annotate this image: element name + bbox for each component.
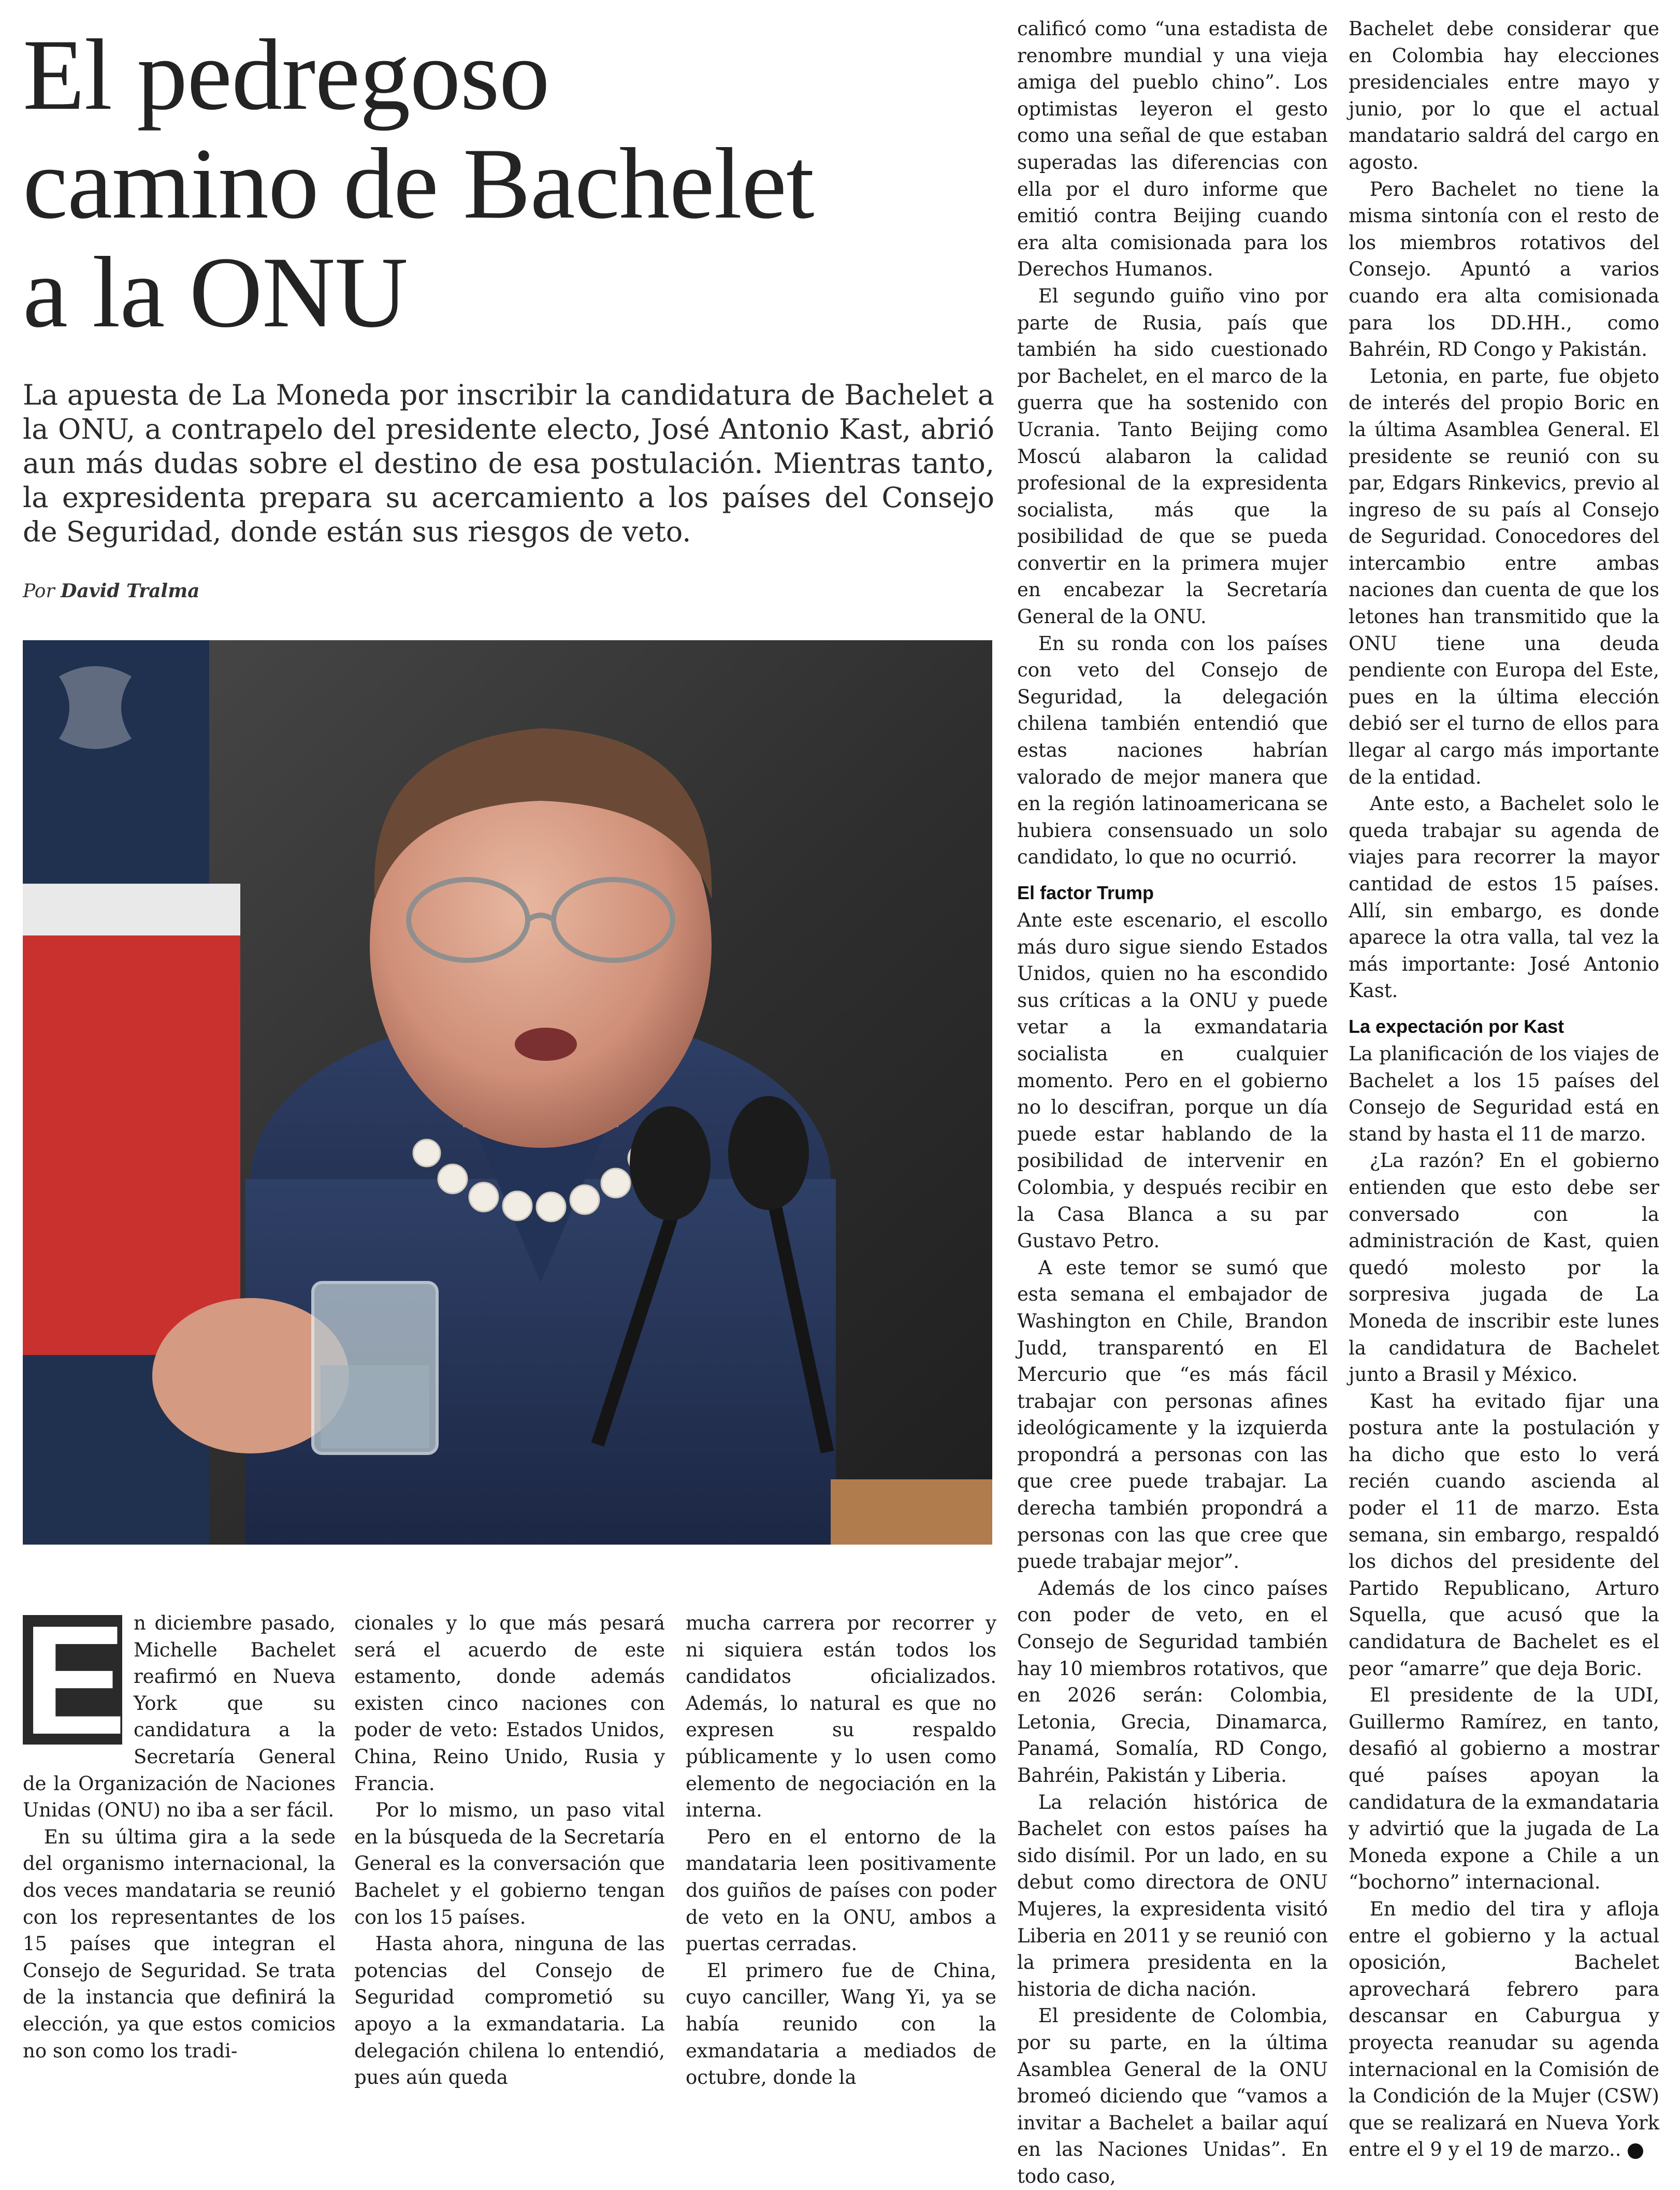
paragraph: La planificación de los viajes de Bachelet a los 15 países del Consejo de Seguridad está en stand by hasta el 11 de marzo.	[1349, 1042, 1659, 1145]
paragraph: La relación histórica de Bachelet con estos países ha sido disímil. Por un lado, en su debut como directora de ONU Mujeres, la expresidenta visitó Liberia en 2011 y se reunió con la primera presidenta en la historia de dicha nación.	[1017, 1791, 1328, 2000]
headline-line: El pedregoso	[23, 19, 549, 131]
paragraph: En su última gira a la sede del organismo internacional, la dos veces mandataria se reunió con los representantes de los 15 países que integran el Consejo de Seguridad. Se trata de la instancia que definirá la elección, ya que estos comicios no son como los tradi-	[23, 1825, 336, 2062]
paragraph: El presidente de la UDI, Guillermo Ramírez, en tanto, desafió al gobierno a mostrar qué países apoyan la candidatura de la exmandataria y advirtió que la jugada de La Moneda expone a Chile a un “bochorno” internacional.	[1349, 1684, 1659, 1894]
article-deck: La apuesta de La Moneda por inscribir la candidatura de Bachelet a la ONU, a contrapelo del presidente electo, José Antonio Kast, abrió aun más dudas sobre el destino de esa postulación. Mientras tanto, la expresidenta prepara su acercamiento a los países del Consejo de Seguridad, donde están sus riesgos de veto.	[23, 379, 994, 548]
paragraph: El primero fue de China, cuyo canciller, Wang Yi, ya se había reunido con la exmandataria a mediados de octubre, donde la	[686, 1959, 996, 2089]
article-column-1	[23, 1593, 336, 2064]
paragraph: Bachelet debe considerar que en Colombia hay elecciones presidenciales entre mayo y junio, por lo que el actual mandatario saldrá del cargo en agosto.	[1349, 18, 1659, 174]
subheading-factor-trump: El factor Trump	[1017, 882, 1154, 903]
article-column-2	[354, 1610, 665, 2091]
paragraph: cionales y lo que más pesará será el acuerdo de este estamento, donde además existen cinco naciones con poder de veto: Estados Unidos, China, Reino Unido, Rusia y Francia.	[354, 1612, 665, 1795]
headline-line: camino de Bachelet	[23, 127, 814, 240]
end-of-article-icon	[1628, 2143, 1643, 2159]
article-column-3	[686, 1610, 996, 2091]
paragraph: Pero Bachelet no tiene la misma sintonía con el resto de los miembros rotativos del Consejo. Apuntó a varios cuando era alta comisionada para los DD.HH., como Bahréin, RD Congo y Pakistán.	[1349, 178, 1659, 361]
flag-emblem	[59, 666, 132, 749]
paragraph: Letonia, en parte, fue objeto de interés del propio Boric en la última Asamblea General. El presidente se reunió con su par, Edgars Rinkevics, previo al ingreso de su país al Consejo de Seguridad. Conocedores del intercambio entre ambas naciones dan cuenta de que los letones han transmitido que la ONU tiene una deuda pendiente con Europa del Este, pues en la última elección debió ser el turno de ellos para llegar al cargo más importante de la entidad.	[1349, 365, 1659, 788]
headline	[23, 21, 996, 347]
paragraph: mucha carrera por recorrer y ni siquiera están todos los candidatos oficializados. Además, lo natural es que no expresen su respaldo públicamente y lo usen como elemento de negociación en la interna.	[686, 1612, 996, 1822]
paragraph: ¿La razón? En el gobierno entienden que esto debe ser conversado con la administración de Kast, quien quedó molesto por la sorpresiva jugada de La Moneda de inscribir este lunes la candidatura de Bachelet junto a Brasil y México.	[1349, 1149, 1659, 1386]
paragraph: Pero en el entorno de la mandataria leen positivamente dos guiños de países con poder de veto en la ONU, ambos a puertas cerradas.	[686, 1825, 996, 1955]
paragraph: A este temor se sumó que esta semana el embajador de Washington en Chile, Brandon Judd, transparentó en El Mercurio que “es más fácil trabajar con personas afines ideológicamente y la izquierda propondrá a personas con las que cree puede trabajar. La derecha también propondrá a personas con las que cree que puede trabajar mejor”.	[1017, 1256, 1328, 1573]
final-paragraph-text: En medio del tira y afloja entre el gobierno y la actual oposición, Bachelet aprovechará febrero para descansar en Caburgua y proyecta reanudar su agenda internacional en la Comisión de la Condición de la Mujer (CSW) que se realizará en Nueva York entre el 9 y el 19 de marzo..	[1349, 1897, 1659, 2161]
paragraph: En su ronda con los países con veto del Consejo de Seguridad, la delegación chilena también entendió que estas naciones habrían valorado de mejor manera que en la región latinoamericana se hubiera consensuado un solo candidato, lo que no ocurrió.	[1017, 632, 1328, 869]
paragraph: Ante este escenario, el escollo más duro sigue siendo Estados Unidos, quien no ha escondido sus críticas a la ONU y puede vetar a la exmandataria socialista en cualquier momento. Pero en el gobierno no lo descifran, porque un día puede estar hablando de la posibilidad de intervenir en Colombia, y después recibir en la Casa Blanca a su par Gustavo Petro.	[1017, 909, 1328, 1252]
flag-red-stripe	[23, 930, 240, 1355]
podium	[831, 1479, 992, 1545]
byline-prefix: Por	[23, 581, 55, 602]
byline	[23, 580, 200, 602]
paragraph: calificó como “una estadista de renombre mundial y una vieja amiga del pueblo chino”. Los optimistas leyeron el gesto como una señal de que estaban superadas las diferencias con ella por el duro informe que emitió contra Beijing cuando era alta comisionada para los Derechos Humanos.	[1017, 18, 1328, 281]
author-name: David Tralma	[61, 580, 200, 602]
paragraph: El segundo guiño vino por parte de Rusia, país que también ha sido cuestionado por Bachelet, en el marco de la guerra que ha sostenido con Ucrania. Tanto Beijing como Moscú alabaron la calidad profesional de la expresidenta socialista, más que la posibilidad de que se pueda convertir en la primera mujer en encabezar la Secretaría General de la ONU.	[1017, 284, 1328, 628]
paragraph: Hasta ahora, ninguna de las potencias del Consejo de Seguridad comprometió su apoyo a la exmandataria. La delegación chilena lo entendió, pues aún queda	[354, 1933, 665, 2089]
mouth	[515, 1028, 577, 1061]
paragraph: n diciembre pasado, Michelle Bachelet reafirmó en Nueva York que su candidatura a la Secretaría General de la Organización de Naciones Unidas (ONU) no iba a ser fácil.	[23, 1612, 336, 1822]
article-column-4	[1017, 16, 1328, 2190]
flag-white-stripe	[23, 884, 240, 935]
paragraph: Kast ha evitado fijar una postura ante la postulación y ha dicho que esto lo verá recién cuando ascienda al poder el 11 de marzo. Esta semana, sin embargo, respaldó los dichos del presidente del Partido Republicano, Arturo Squella, que acusó que la candidatura de Bachelet es el peor “amarre” que deja Boric.	[1349, 1390, 1659, 1680]
paragraph: Por lo mismo, un paso vital en la búsqueda de la Secretaría General es la conversación que Bachelet y el gobierno tengan con los 15 países.	[354, 1799, 665, 1928]
paragraph: Además de los cinco países con poder de veto, en el Consejo de Seguridad también hay 10 miembros rotativos, que en 2026 serán: Colombia, Letonia, Grecia, Dinamarca, Panamá, Somalía, RD Congo, Bahréin, Pakistán y Liberia.	[1017, 1577, 1328, 1786]
article-photo	[23, 640, 992, 1545]
headline-line: a la ONU	[23, 236, 408, 349]
paragraph: Ante esto, a Bachelet solo le queda trabajar su agenda de viajes para recorrer la mayor cantidad de estos 15 países. Allí, sin embargo, es donde aparece la otra valla, tal vez la más importante: José Antonio Kast.	[1349, 793, 1659, 1002]
speaker-photo-illustration	[23, 640, 992, 1545]
drop-cap: E	[23, 1593, 127, 1767]
final-paragraph	[1349, 1896, 1659, 2163]
paragraph: El presidente de Colombia, por su parte, en la última Asamblea General de la ONU bromeó diciendo que “vamos a invitar a Bachelet a bailar aquí en las Naciones Unidas”. En todo caso,	[1017, 2005, 1328, 2187]
subheading-expectacion-kast: La expectación por Kast	[1349, 1015, 1565, 1037]
article-column-5	[1349, 16, 1659, 2163]
